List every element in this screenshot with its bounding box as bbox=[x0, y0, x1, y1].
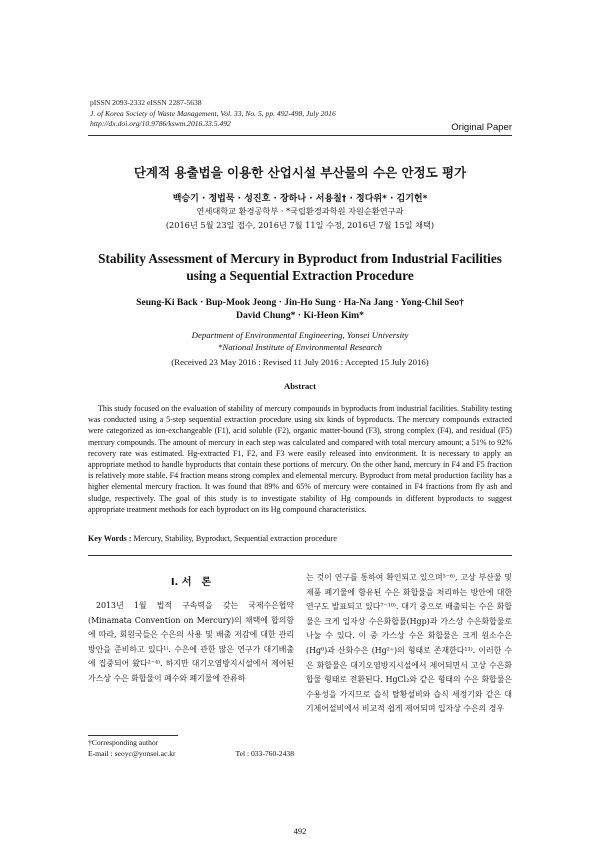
korean-title: 단계적 용출법을 이용한 산업시설 부산물의 수은 안정도 평가 bbox=[133, 165, 467, 180]
english-dates: (Received 23 May 2016 : Revised 11 July 2016 : Accepted 15 July 2016) bbox=[171, 357, 429, 367]
abstract-rule bbox=[88, 555, 512, 556]
english-title-line: using a Sequential Extraction Procedure bbox=[186, 268, 414, 283]
issn-line: pISSN 2093-2332 eISSN 2287-5638 bbox=[90, 98, 202, 107]
body-column-right: 는 것이 연구를 통하여 확인되고 있으며⁵⁻⁶⁾, 고상 부산물 및 제품 폐기물에 함유된 수은 화합물을 처리하는 방안에 대한 연구도 발표되고 있다⁷⁻¹⁰⁾. 대기 중으로 배출되는 수은 화합물은 크게 입자상 수은화합물(Hgp)과 가스상 수은화합물로 나눌 수 있다. 이 중 가스상 수은 화합물은 크게 원소수은 (Hg⁰)과 산화수은 (Hg²⁺)의 형태로 존재한다¹¹⁾. 이러한 수은 화합물은 대기오염방지시설에서 제어되면서 고상 수은화합물 형태로 전환된다. HgCl₂와 같은 형태의 수은 화합물은 수용성을 가지므로 습식 탈황설비와 습식 세정기와 같은 대기제어설비에서 비교적 쉽게 제어되며 입자상 수은의 경우 bbox=[306, 573, 512, 714]
journal-citation: J. of Korea Society of Waste Management, Vol. 33, No. 5, pp. 492-498, July 2016 bbox=[90, 108, 336, 118]
keywords-label: Key Words : bbox=[88, 534, 132, 543]
author-phone: Tel : 033-760-2438 bbox=[235, 748, 294, 758]
korean-dates: (2016년 5월 23일 접수, 2016년 7월 11일 수정, 2016년 7월 15일 채택) bbox=[165, 220, 435, 230]
footnote bbox=[88, 738, 294, 759]
abstract-text: This study focused on the evaluation of stability of mercury compounds in byproducts from industrial facilities. Stability testing was conducted using a 5-step sequential extraction procedure using six kinds of byproducts. The mercury compounds extracted were categorized as ion-exchangeable (F1), acid soluble (F2), organic matter-bound (F3), strong complex (F4), and residual (F5) mercury compounds. The amount of mercury in each step was calculated and compared with total mercury amount; a 51% to 92% recovery rate was estimated. Hg-extracted F1, F2, and F3 were easily released into environment. It is necessary to apply an appropriate method to handle byproducts that contain these portions of mercury. On the other hand, mercury in F4 and F5 fraction is relatively more stable. F4 fraction means strong complex and elemental mercury. Byproduct from metal production facility has a higher elemental mercury fraction. It was found that 89% and 65% of mercury were contained in F4 fractions from fly ash and sludge, respectively. The goal of this study is to investigate stability of Hg compounds in different byproducts to suggest appropriate treatment methods for each byproduct on its Hg compound characteristics. bbox=[88, 404, 512, 514]
page-number: 492 bbox=[293, 826, 307, 836]
footnote-contact bbox=[88, 749, 294, 760]
doi-link[interactable]: http://dx.doi.org/10.9786/kswm.2016.33.5.492 bbox=[90, 119, 231, 128]
english-affiliation-line: *National Institute of Environmental Research bbox=[217, 341, 383, 352]
header-rule bbox=[88, 135, 512, 136]
english-authors-line: Seung-Ki Back · Bup-Mook Jeong · Jin-Ho Sung · Ha-Na Jang · Yong-Chil Seo† bbox=[136, 297, 464, 308]
keywords-text: Mercury, Stability, Byproduct, Sequential extraction procedure bbox=[131, 534, 337, 543]
english-authors-line: David Chung* · Ki-Heon Kim* bbox=[236, 310, 364, 321]
body-column-left: 2013년 1월 법적 구속력을 갖는 국제수은협약(Minamata Convention on Mercury)의 채택에 합의함에 따라, 회원국들은 수은의 사용 및 배출 저감에 대한 관리방안을 준비하고 있다¹⁾. 수은에 관한 많은 연구가 대기배출에 집중되어 왔다²⁻⁴⁾. 하지만 대기오염방지시설에서 제어된 가스상 수은 화합물이 폐수와 폐기물에 잔류하 bbox=[88, 601, 294, 683]
keywords bbox=[88, 534, 512, 543]
author-email[interactable]: E-mail : seoyc@yonsei.ac.kr bbox=[88, 748, 176, 758]
english-affiliation-line: Department of Environmental Engineering, Yonsei University bbox=[191, 330, 409, 340]
english-title bbox=[88, 250, 512, 284]
korean-affiliation: 연세대학교 환경공학부 · *국립환경과학원 자원순환연구과 bbox=[196, 206, 404, 216]
journal-header bbox=[90, 98, 336, 130]
footnote-rule bbox=[88, 735, 178, 736]
english-affiliation bbox=[88, 330, 512, 353]
korean-authors: 백승기 · 정법묵 · 성진호 · 장하나 · 서용칠† · 정다위* · 김기헌* bbox=[172, 194, 428, 204]
abstract-heading: Abstract bbox=[284, 381, 316, 391]
english-title-line: Stability Assessment of Mercury in Byproduct from Industrial Facilities bbox=[98, 251, 502, 266]
corresponding-author: †Corresponding author bbox=[88, 738, 159, 747]
english-authors bbox=[88, 296, 512, 322]
section-heading: I. 서 론 bbox=[170, 577, 212, 588]
article-type-label: Original Paper bbox=[451, 122, 512, 133]
